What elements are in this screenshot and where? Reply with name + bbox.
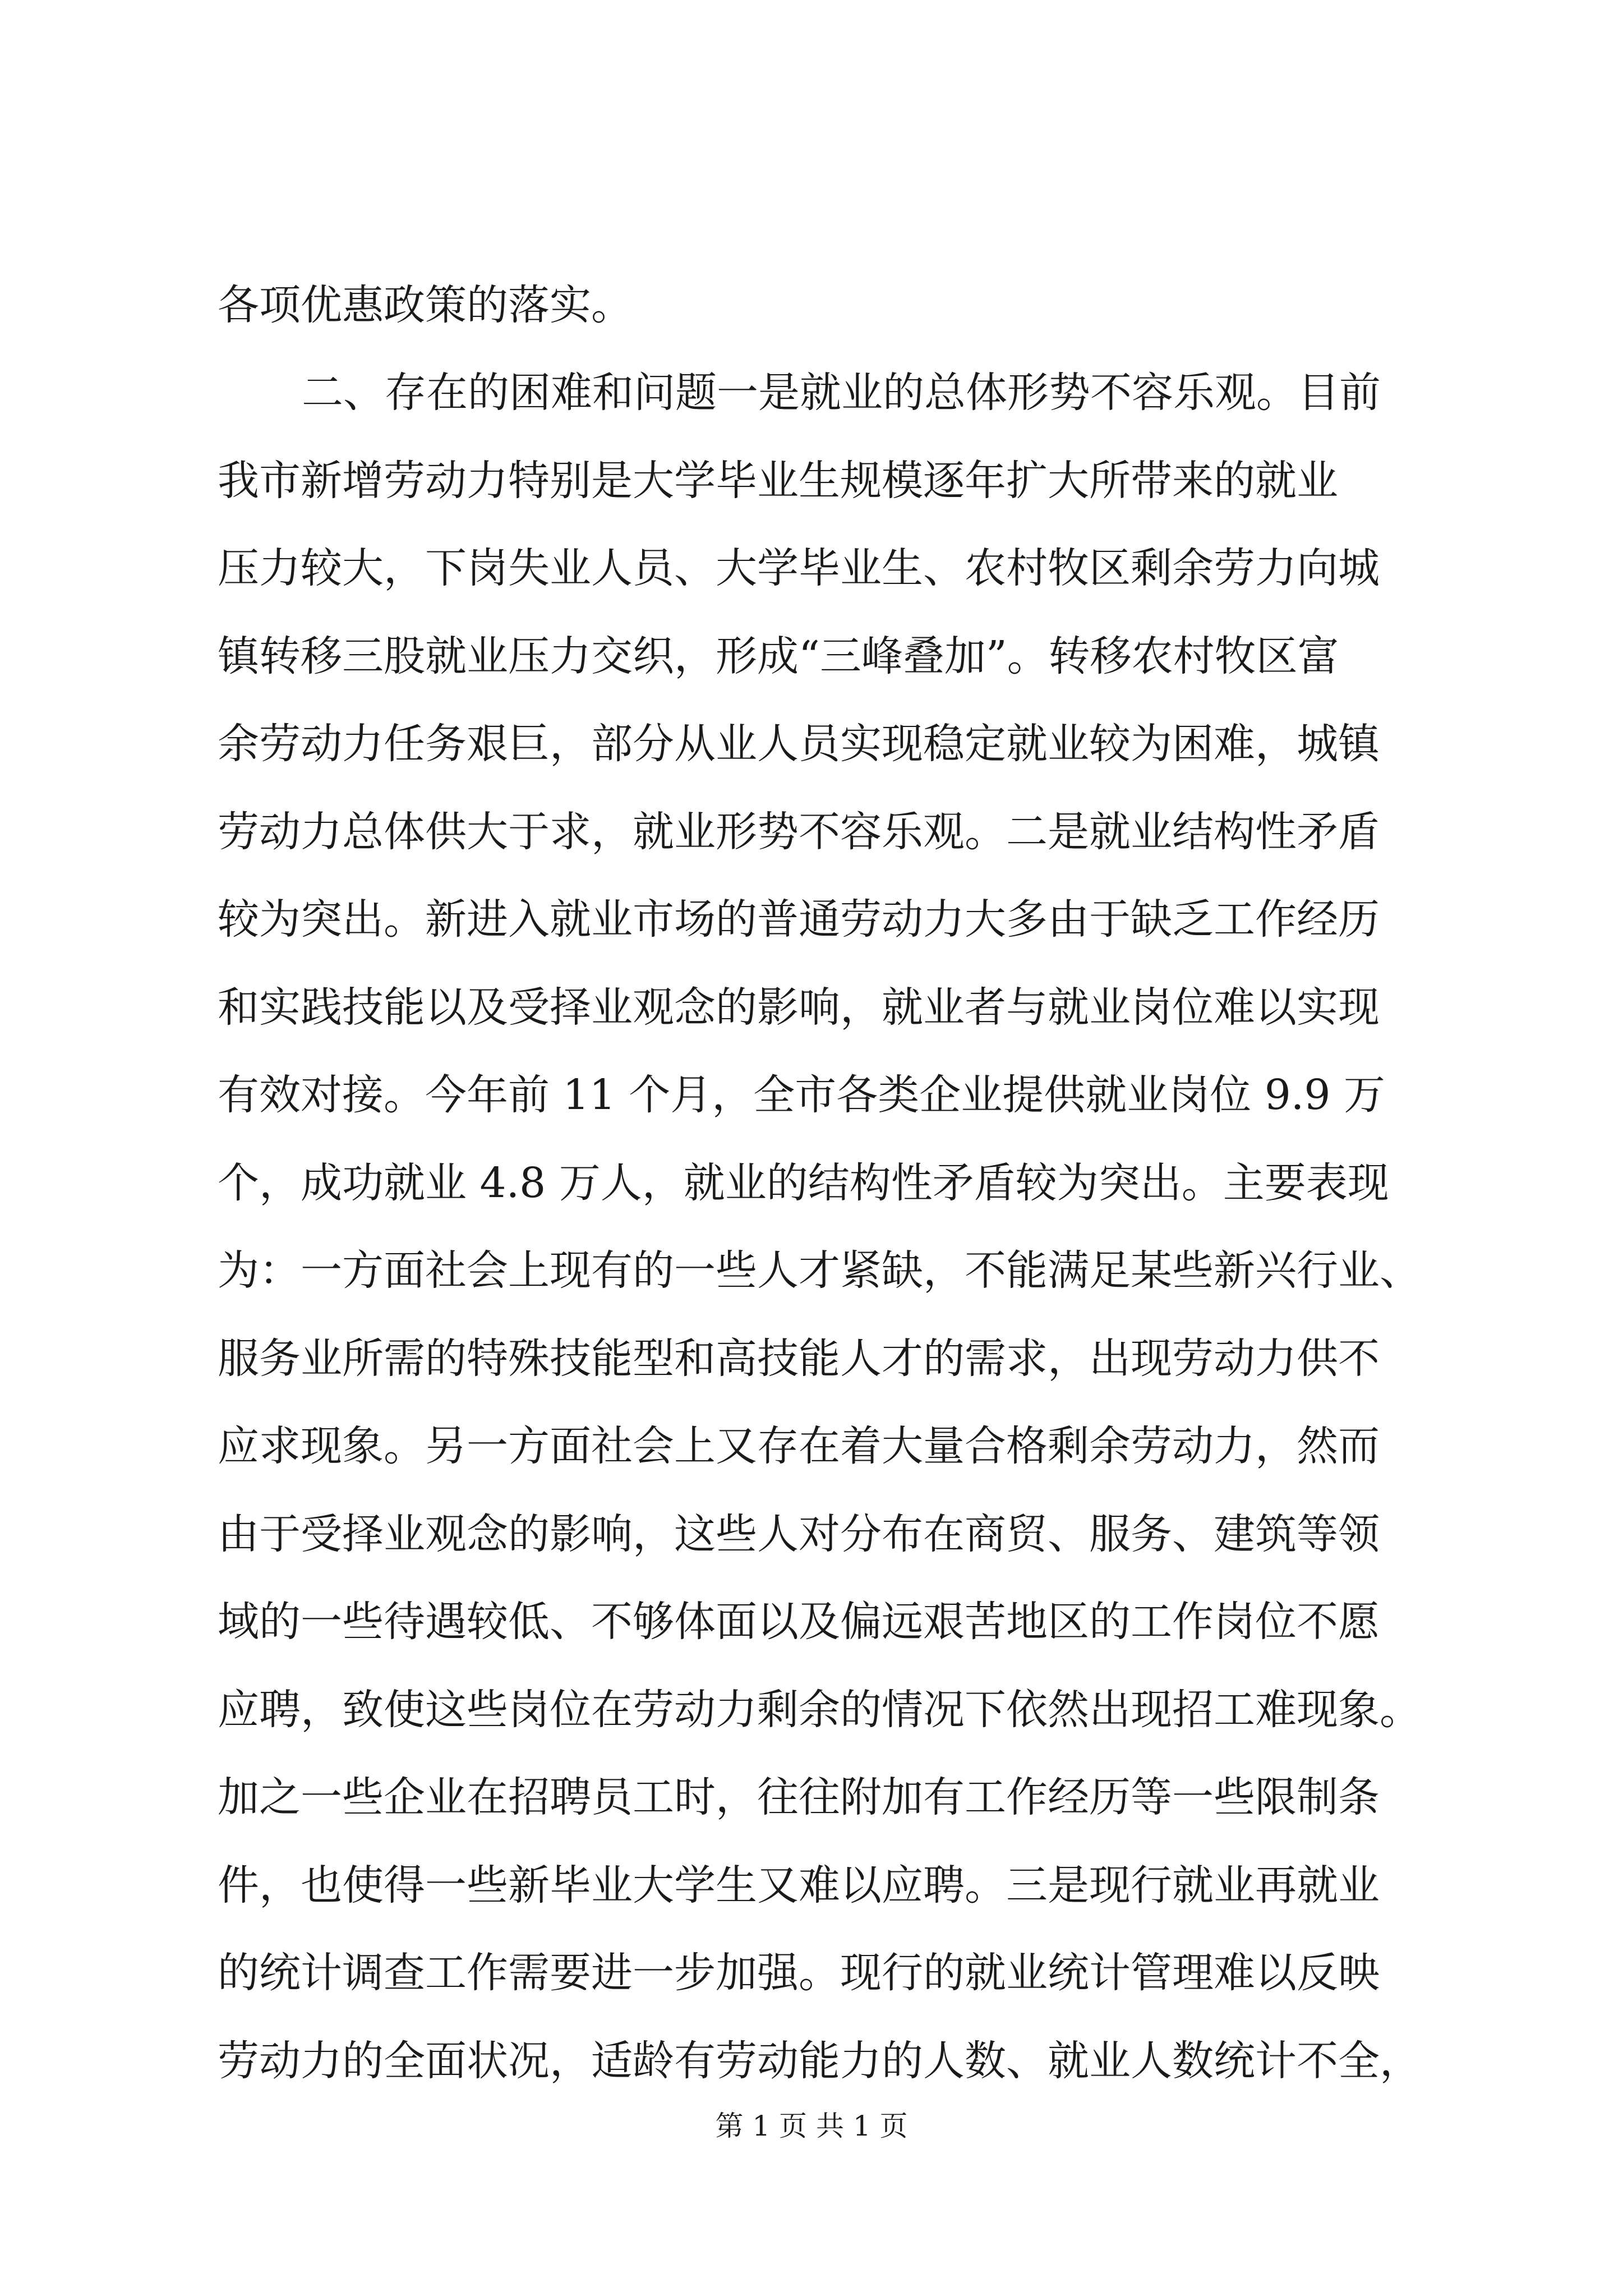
text-line: 服务业所需的特殊技能型和高技能人才的需求，出现劳动力供不: [218, 1335, 1380, 1383]
text-line: 镇转移三股就业压力交织，形成“三峰叠加”。转移农村牧区富: [218, 632, 1339, 680]
text-line: 较为突出。新进入就业市场的普通劳动力大多由于缺乏工作经历: [218, 895, 1380, 944]
text-line: 个，成功就业 4.8 万人，就业的结构性矛盾较为突出。主要表现: [218, 1159, 1389, 1207]
text-line: 域的一些待遇较低、不够体面以及偏远艰苦地区的工作岗位不愿: [218, 1598, 1380, 1646]
text-line: 为：一方面社会上现有的一些人才紧缺，不能满足某些新兴行业、: [218, 1246, 1421, 1295]
paragraph-first-line: 二、存在的困难和问题一是就业的总体形势不容乐观。目前: [302, 369, 1381, 417]
text-line: 劳动力的全面状况，适龄有劳动能力的人数、就业人数统计不全，: [218, 2037, 1421, 2085]
text-line: 和实践技能以及受择业观念的影响，就业者与就业岗位难以实现: [218, 983, 1380, 1032]
page-number-footer: 第 1 页 共 1 页: [715, 2110, 908, 2142]
text-line: 件，也使得一些新毕业大学生又难以应聘。三是现行就业再就业: [218, 1861, 1380, 1910]
text-line: 的统计调查工作需要进一步加强。现行的就业统计管理难以反映: [218, 1949, 1380, 1997]
text-line: 我市新增劳动力特别是大学毕业生规模逐年扩大所带来的就业: [218, 457, 1338, 505]
text-line: 余劳动力任务艰巨，部分从业人员实现稳定就业较为困难，城镇: [218, 720, 1380, 768]
text-line: 由于受择业观念的影响，这些人对分布在商贸、服务、建筑等领: [218, 1510, 1380, 1558]
text-line: 劳动力总体供大于求，就业形势不容乐观。二是就业结构性矛盾: [218, 808, 1380, 856]
text-line: 各项优惠政策的落实。: [218, 281, 633, 329]
text-line: 有效对接。今年前 11 个月，全市各类企业提供就业岗位 9.9 万: [218, 1071, 1385, 1119]
text-line: 加之一些企业在招聘员工时，往往附加有工作经历等一些限制条: [218, 1773, 1380, 1821]
text-line: 应求现象。另一方面社会上又存在着大量合格剩余劳动力，然而: [218, 1422, 1380, 1470]
text-line: 压力较大，下岗失业人员、大学毕业生、农村牧区剩余劳力向城: [218, 544, 1380, 592]
text-line: 应聘，致使这些岗位在劳动力剩余的情况下依然出现招工难现象。: [218, 1686, 1421, 1734]
